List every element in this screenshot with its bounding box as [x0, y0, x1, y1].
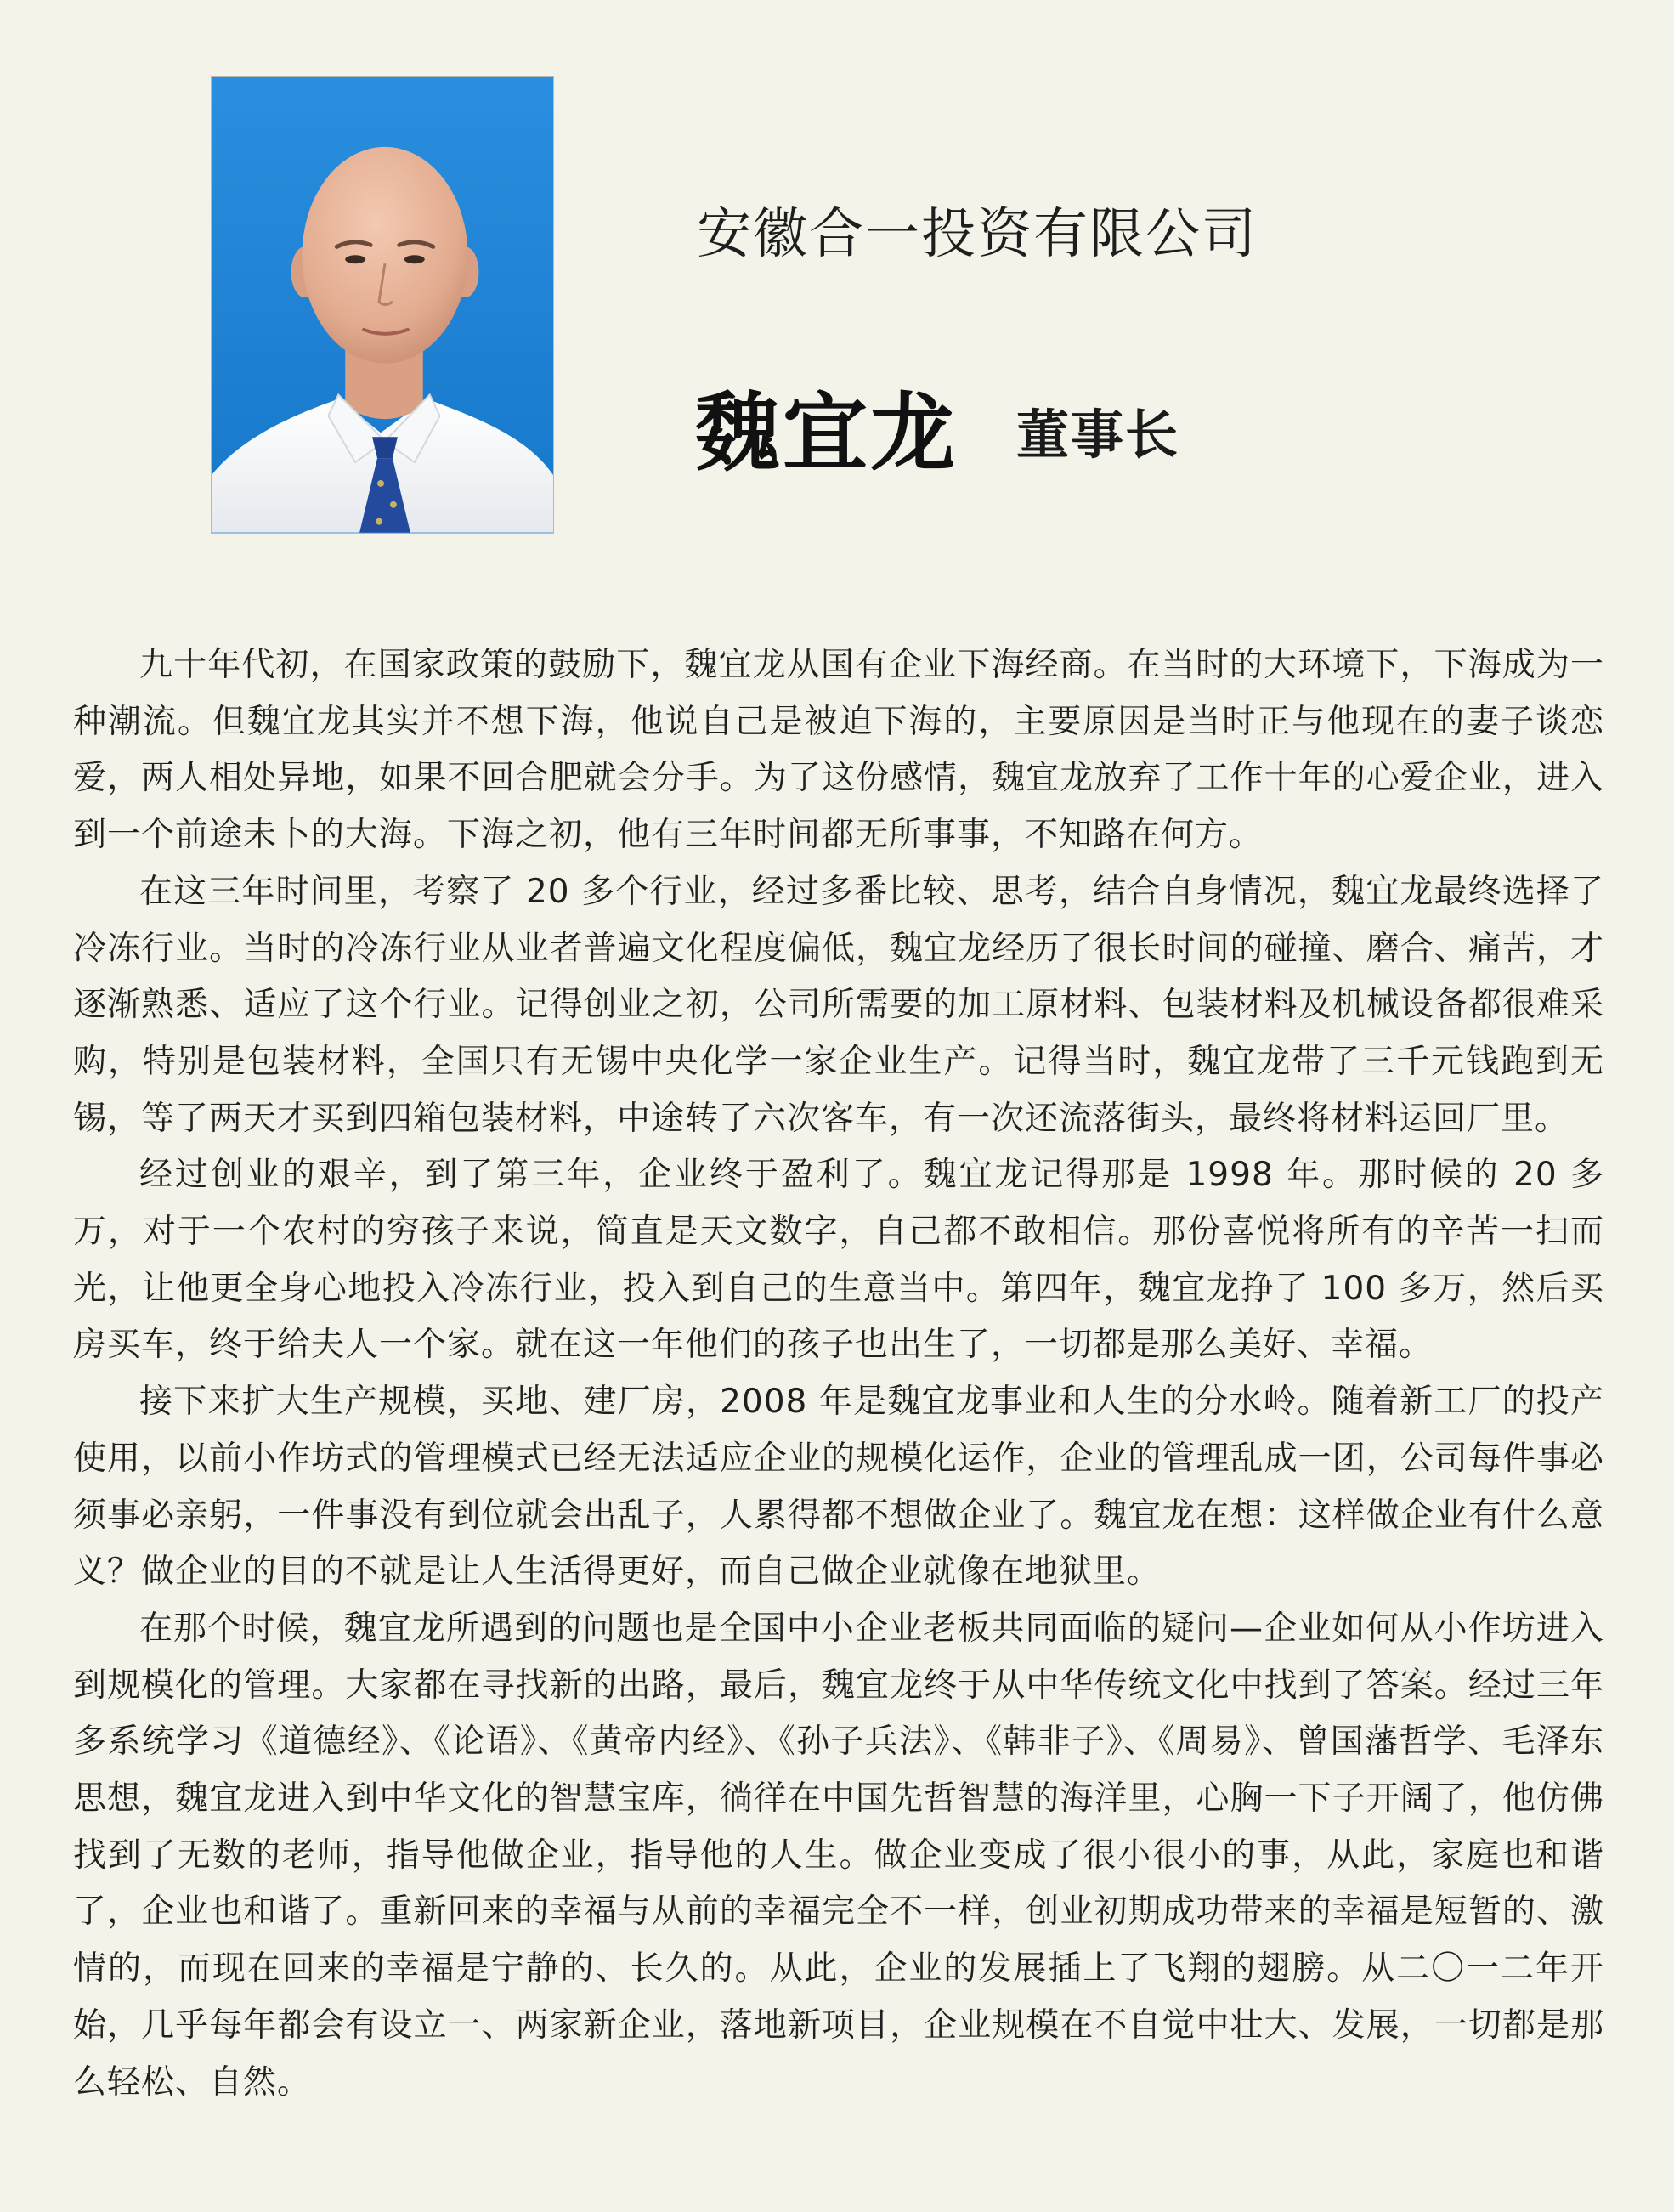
biography-paragraph: 九十年代初，在国家政策的鼓励下，魏宜龙从国有企业下海经商。在当时的大环境下，下海成为一种潮流。但魏宜龙其实并不想下海，他说自己是被迫下海的，主要原因是当时正与他现在的妻子谈恋爱，两人相处异地，如果不回合肥就会分手。为了这份感情，魏宜龙放弃了工作十年的心爱企业，进入到一个前途未卜的大海。下海之初，他有三年时间都无所事事，不知路在何方。 — [73, 646, 1604, 855]
biography-paragraph: 在这三年时间里，考察了 20 多个行业，经过多番比较、思考，结合自身情况，魏宜龙最终选择了冷冻行业。当时的冷冻行业从业者普遍文化程度偏低，魏宜龙经历了很长时间的碰撞、磨合、痛苦，才逐渐熟悉、适应了这个行业。记得创业之初，公司所需要的加工原材料、包装材料及机械设备都很难采购，特别是包装材料，全国只有无锡中央化学一家企业生产。记得当时，魏宜龙带了三千元钱跑到无锡，等了两天才买到四箱包装材料，中途转了六次客车，有一次还流落街头，最终将材料运回厂里。 — [73, 872, 1604, 1138]
portrait-illustration — [212, 77, 553, 533]
person-title: 董事长 — [1016, 404, 1180, 466]
biography — [73, 637, 1604, 2111]
biography-paragraph: 在那个时候，魏宜龙所遇到的问题也是全国中小企业老板共同面临的疑问—企业如何从小作坊进入到规模化的管理。大家都在寻找新的出路，最后，魏宜龙终于从中华传统文化中找到了答案。经过三年多系统学习《道德经》、《论语》、《黄帝内经》、《孙子兵法》、《韩非子》、《周易》、曾国藩哲学、毛泽东思想，魏宜龙进入到中华文化的智慧宝库，徜徉在中国先哲智慧的海洋里，心胸一下子开阔了，他仿佛找到了无数的老师，指导他做企业，指导他的人生。做企业变成了很小很小的事，从此，家庭也和谐了，企业也和谐了。重新回来的幸福与从前的幸福完全不一样，创业初期成功带来的幸福是短暂的、激情的，而现在回来的幸福是宁静的、长久的。从此，企业的发展插上了飞翔的翅膀。从二〇一二年开始，几乎每年都会有设立一、两家新企业，落地新项目，企业规模在不自觉中壮大、发展，一切都是那么轻松、自然。 — [73, 1609, 1604, 2102]
biography-paragraph: 接下来扩大生产规模，买地、建厂房，2008 年是魏宜龙事业和人生的分水岭。随着新工厂的投产使用，以前小作坊式的管理模式已经无法适应企业的规模化运作，企业的管理乱成一团，公司每件事必须事必亲躬，一件事没有到位就会出乱子，人累得都不想做企业了。魏宜龙在想：这样做企业有什么意义？做企业的目的不就是让人生活得更好，而自己做企业就像在地狱里。 — [73, 1383, 1604, 1592]
portrait-photo — [211, 76, 554, 534]
person-name: 魏宜龙 — [695, 383, 958, 483]
company-name: 安徽合一投资有限公司 — [697, 203, 1258, 266]
biography-paragraph: 经过创业的艰辛，到了第三年，企业终于盈利了。魏宜龙记得那是 1998 年。那时候的 20 多万，对于一个农村的穷孩子来说，简直是天文数字，自己都不敢相信。那份喜悦将所有的辛苦一扫而光，让他更全身心地投入冷冻行业，投入到自己的生意当中。第四年，魏宜龙挣了 100 多万，然后买房买车，终于给夫人一个家。就在这一年他们的孩子也出生了，一切都是那么美好、幸福。 — [73, 1156, 1604, 1365]
